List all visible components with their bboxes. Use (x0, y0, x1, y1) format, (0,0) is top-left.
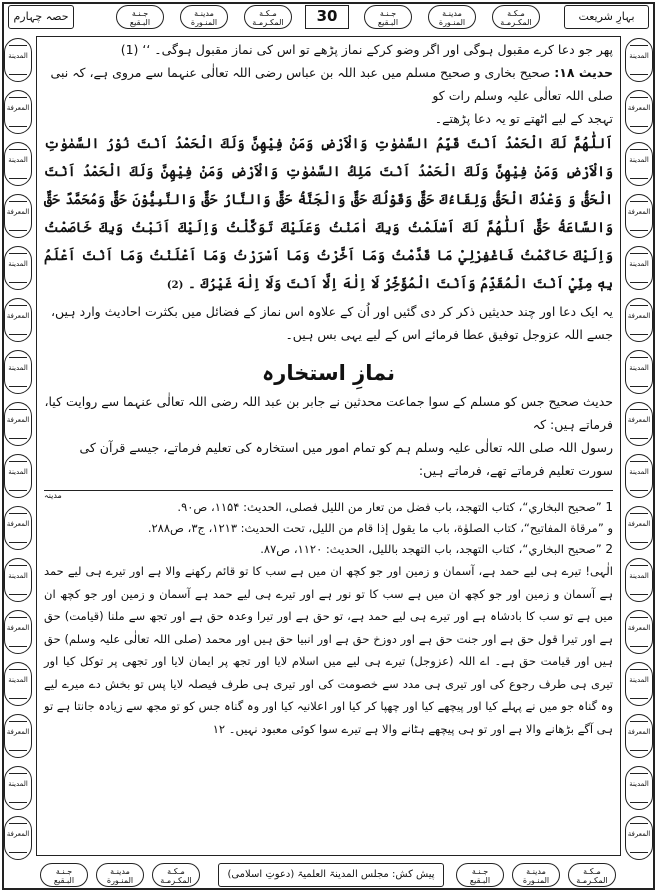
badge-bottom: المنـورة (438, 18, 466, 27)
footnote-number: 1 (605, 500, 613, 514)
footer-badge (152, 863, 200, 887)
badge-top: مدينـة (194, 9, 214, 18)
side-badge: المعرفة (625, 506, 653, 550)
footnote (44, 518, 613, 539)
side-badge: المعرفة (4, 816, 32, 860)
badge-top: جـنـة (55, 867, 73, 876)
side-badge: المعرفة (4, 610, 32, 654)
badge-bottom: المكـرمـة (252, 18, 284, 27)
side-badge: المعرفة (625, 610, 653, 654)
badge-bottom: البـقيع (469, 876, 491, 885)
side-badge: المدينة (625, 662, 653, 706)
divider-label: مدینہ (44, 491, 62, 500)
translation-paragraph: الٰہی! تیرے ہی لیے حمد ہے، آسمان و زمین اور جو کچھ ان میں ہے سب کا تو قائم رکھنے والا ہے اور تیرے ہی لیے حمد ہے آسمان و زمین اور جو کچھ ان میں ہے سب کا تو نور ہے اور تیرے ہی لیے حمد ہے آسمان و زمین اور جو کچھ ان میں ہے تو سب کا بادشاہ ہے اور تیرے ہی لیے حمد ہے، تو حق ہے اور تیرا وعدہ حق ہے اور تجھ سے ملنا (قیامت) حق ہے اور تیرا قول حق ہے اور جنت حق ہے اور دوزخ حق ہے اور انبیا حق ہیں اور محمد (صلی اللہ تعالٰی علیہ وسلم) حق ہیں اور قیامت حق ہے۔ اے اللہ (عزوجل) تیرے ہی لیے میں اسلام لایا اور تجھ پر ایمان لایا اور تجھی پر توکل کیا اور تیری ہی طرف رجوع کی اور تیری ہی مدد سے خصومت کی اور تیری ہی طرف فیصلہ لایا پس تو بخش دے میرے لیے وہ گناہ جو میں نے پہلے کیا اور پیچھے کیا اور چھپا کر کیا اور اعلانیہ کیا اور وہ گناہ جس کو تو مجھ سے زیادہ جانتا ہے تو ہی آگے بڑھانے والا ہے اور تو ہی پیچھے ہٹانے والا ہے تیرے سوا کوئی معبود نہیں۔ ۱۲ (44, 564, 613, 736)
badge-bottom: المكـرمـة (500, 18, 532, 27)
side-badge: المدينة (625, 246, 653, 290)
footer-badge (568, 863, 616, 887)
badge-bottom: المنـورة (190, 18, 218, 27)
footnote-text: ”صحيح البخاري“، كتاب التهجد، باب فضل من تعار من الليل فصلى، الحديث: ۱۱۵۴، ص۹۰. (177, 500, 602, 514)
badge-top: مدينـة (526, 867, 546, 876)
hadith-label: حدیث ۱۸: (554, 65, 613, 80)
istikhara-line-2: رسول اللہ صلی اللہ تعالٰی علیہ وسلم ہم کو تمام امور میں استخارہ کی تعلیم فرماتے، جیسے قرآن کی سورت تعلیم فرماتے تھے، فرماتے ہیں: (79, 440, 613, 478)
badge-top: جـنـة (131, 9, 149, 18)
badge-top: مـكـة (507, 9, 525, 18)
section-title: نمازِ استخارہ (261, 361, 396, 385)
footer-badge (96, 863, 144, 887)
book-title: بہارِ شریعت (564, 5, 649, 29)
side-badge: المدينة (625, 350, 653, 394)
footnote-text: و ”مرقاة المفاتيح“، كتاب الصلوٰة، باب ما يقول إذا قام من الليل، تحت الحديث: ۱۲۱۳، ج۳، ص۲۸۸. (147, 521, 613, 535)
footnote-marker: (2) (166, 280, 184, 291)
hadith-text-continued: تہجد کے لیے اٹھتے تو یہ دعا پڑھتے۔ (434, 111, 613, 126)
badge-bottom: المكـرمـة (160, 876, 192, 885)
side-badge: المعرفة (625, 816, 653, 860)
badge-top: جـنـة (471, 867, 489, 876)
badge-top: مدينـة (442, 9, 462, 18)
header-badge (364, 5, 412, 29)
side-badge: المعرفة (4, 90, 32, 134)
main-content (44, 38, 613, 854)
badge-top: مـكـة (583, 867, 601, 876)
header-badge (180, 5, 228, 29)
footer-badge (40, 863, 88, 887)
side-badge: المدينة (4, 662, 32, 706)
footnotes (44, 497, 613, 560)
side-badge: المدينة (4, 246, 32, 290)
header-badge (428, 5, 476, 29)
page-header (8, 5, 649, 31)
side-badge: المعرفة (4, 298, 32, 342)
side-badge: المدينة (4, 766, 32, 810)
side-badge: المدينة (625, 766, 653, 810)
badge-bottom: البـقيع (53, 876, 75, 885)
side-badge: المعرفة (4, 194, 32, 238)
header-badge (116, 5, 164, 29)
badge-bottom: المنـورة (522, 876, 550, 885)
footnote-text: ”صحيح البخاري“، كتاب التهجد، باب التهجد بالليل، الحديث: ۱۱۲۰، ص۸۷. (260, 542, 602, 556)
badge-top: جـنـة (379, 9, 397, 18)
badge-top: مـكـة (259, 9, 277, 18)
side-badge: المعرفة (625, 402, 653, 446)
side-badge: المدينة (625, 142, 653, 186)
arabic-dua-text: اَللّٰهُمَّ لَكَ الْحَمْدُ اَنْتَ قَيِّمُ السَّمٰوٰتِ وَالْاَرْضِ وَمَنْ فِيْهِنَّ وَلَكَ الْحَمْدُ اَنْتَ نُوْرُ السَّمٰوٰتِ وَالْاَرْضِ وَمَنْ فِيْهِنَّ وَلَكَ الْحَمْدُ اَنْتَ مَلِكُ السَّمٰوٰتِ وَالْاَرْضِ وَمَنْ فِيْهِنَّ وَلَكَ الْحَمْدُ اَنْتَ الْحَقُّ وَ وَعْدُكَ الْحَقُّ وَلِقَاءُكَ حَقٌّ وَقَوْلُكَ حَقٌّ وَالْجَنَّةُ حَقٌّ وَالنَّارُ حَقٌّ وَالنَّبِيُّوْنَ حَقٌّ وَمُحَمَّدٌ حَقٌّ وَالسَّاعَةُ حَقٌّ اَللّٰهُمَّ لَكَ اَسْلَمْتُ وَبِكَ اٰمَنْتُ وَعَلَيْكَ تَوَكَّلْتُ وَاِلَيْكَ اَنَبْتُ وَبِكَ خَاصَمْتُ وَاِلَيْكَ حَاكَمْتُ فَاغْفِرْلِيْ مَا قَدَّمْتُ وَمَا اَخَّرْتُ وَمَا اَسْرَرْتُ وَمَا اَعْلَنْتُ وَمَا اَنْتَ اَعْلَمُ بِهٖ مِنِّيْ اَنْتَ الْمُقَدِّمُ وَاَنْتَ الْمُؤَخِّرُ لَا اِلٰهَ اِلَّا اَنْتَ وَلَا اِلٰهَ غَيْرُكَ ۔ (44, 136, 613, 292)
hadith-text: صحیح بخاری و صحیح مسلم میں عبد اللہ بن عباس رضی اللہ تعالٰی عنہما سے مروی ہے، کہ نبی صلی اللہ تعالٰی علیہ وسلم رات کو (50, 65, 613, 103)
side-badge: المدينة (625, 558, 653, 602)
badge-bottom: المكـرمـة (576, 876, 608, 885)
page-footer (8, 863, 649, 889)
istikhara-line-1: حدیث صحیح جس کو مسلم کے سوا جماعت محدثین نے جابر بن عبد اللہ رضی اللہ تعالٰی عنہما سے روایت کیا، فرماتے ہیں: کہ (44, 394, 613, 432)
badge-bottom: البـقيع (129, 18, 151, 27)
header-badge (244, 5, 292, 29)
footnote (44, 497, 613, 518)
arabic-dua (44, 130, 613, 300)
side-badge: المدينة (4, 558, 32, 602)
side-badge: المعرفة (4, 714, 32, 758)
side-badge: المدينة (4, 142, 32, 186)
footnote-number: 2 (605, 542, 613, 556)
side-badge: المدينة (625, 38, 653, 82)
badge-bottom: المنـورة (106, 876, 134, 885)
side-badge: المعرفة (625, 90, 653, 134)
side-badge: المعرفة (625, 194, 653, 238)
side-badge: المدينة (625, 454, 653, 498)
closing-paragraph: یہ ایک دعا اور چند حدیثیں ذکر کر دی گئیں اور اُن کے علاوہ اس نماز کے فضائل میں بکثرت احادیث وارد ہیں، جسے اللہ عزوجل توفیق عطا فرمائے اس کے لیے یہی بس ہیں۔ (50, 304, 613, 342)
side-badge: المعرفة (625, 714, 653, 758)
intro-line: پھر جو دعا کرے مقبول ہوگی اور اگر وضو کرکے نماز پڑھے تو اس کی نماز مقبول ہوگی۔ ‘‘ (1) (120, 42, 613, 57)
side-badge: المدينة (4, 454, 32, 498)
footer-badge (456, 863, 504, 887)
header-badge (492, 5, 540, 29)
part-label: حصہ چہارم (8, 5, 74, 29)
badge-top: مـكـة (167, 867, 185, 876)
side-badge: المعرفة (4, 402, 32, 446)
footnote (44, 539, 613, 560)
badge-top: مدينـة (110, 867, 130, 876)
side-badge: المعرفة (4, 506, 32, 550)
side-badge: المدينة (4, 38, 32, 82)
side-badge: المعرفة (625, 298, 653, 342)
side-badge: المدينة (4, 350, 32, 394)
badge-bottom: البـقيع (377, 18, 399, 27)
footer-badge (512, 863, 560, 887)
publisher-label: پیش کش: مجلس المدینۃ العلمیۃ (دعوتِ اسلامی) (218, 863, 444, 887)
page-number: 30 (305, 5, 349, 29)
footnote-divider (44, 490, 613, 500)
hadith-paragraph (44, 61, 613, 107)
